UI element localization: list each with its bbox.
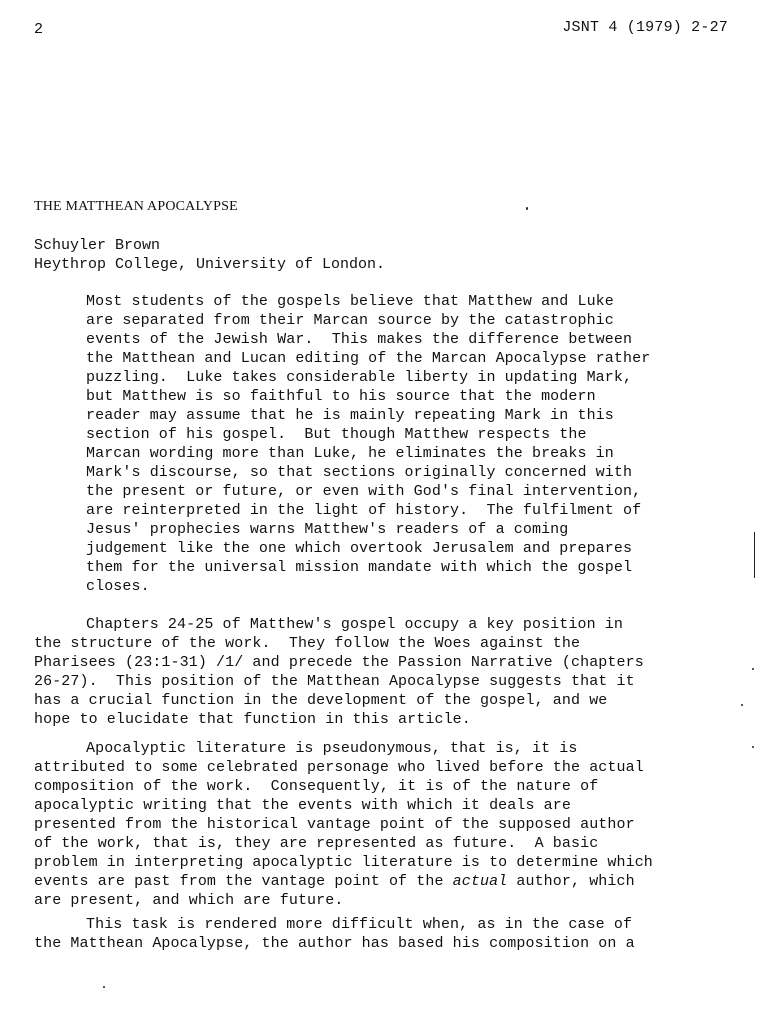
- text-line: Most students of the gospels believe that Matthew and Luke: [86, 293, 614, 310]
- text-line: Marcan wording more than Luke, he eliminates the breaks in: [86, 445, 614, 462]
- text-line: closes.: [86, 578, 150, 595]
- text-line: apocalyptic writing that the events with which it deals are: [34, 797, 571, 814]
- text-line: [34, 872, 635, 891]
- text-line: This task is rendered more difficult when, as in the case of: [86, 916, 633, 933]
- text-segment: author, which: [507, 873, 635, 890]
- text-line: the present or future, or even with God's final intervention,: [86, 483, 642, 500]
- text-line: judgement like the one which overtook Jerusalem and prepares: [86, 540, 633, 557]
- page-number: 2: [34, 21, 44, 38]
- text-line: problem in interpreting apocalyptic literature is to determine which: [34, 854, 653, 871]
- running-head: JSNT 4 (1979) 2-27: [562, 19, 728, 36]
- text-line: but Matthew is so faithful to his source that the modern: [86, 388, 596, 405]
- text-line: the Matthean and Lucan editing of the Marcan Apocalypse rather: [86, 350, 651, 367]
- text-line: of the work, that is, they are represented as future. A basic: [34, 835, 599, 852]
- author-affiliation: Heythrop College, University of London.: [34, 256, 386, 273]
- text-line: presented from the historical vantage point of the supposed author: [34, 816, 635, 833]
- text-line: 26-27). This position of the Matthean Apocalypse suggests that it: [34, 673, 635, 690]
- text-line: attributed to some celebrated personage who lived before the actual: [34, 759, 644, 776]
- scan-speck: [103, 986, 105, 988]
- text-line: puzzling. Luke takes considerable liberty in updating Mark,: [86, 369, 633, 386]
- text-line: Chapters 24-25 of Matthew's gospel occupy a key position in: [86, 616, 623, 633]
- text-line: section of his gospel. But though Matthew respects the: [86, 426, 587, 443]
- text-segment: events are past from the vantage point of the: [34, 873, 453, 890]
- text-line: are present, and which are future.: [34, 892, 344, 909]
- margin-line-mark: [754, 532, 755, 578]
- italic-word: actual: [452, 873, 508, 890]
- byline: [34, 236, 385, 274]
- author-name: Schuyler Brown: [34, 237, 161, 254]
- text-line: Apocalyptic literature is pseudonymous, that is, it is: [86, 740, 578, 757]
- scan-speck: [752, 668, 754, 670]
- text-line: are separated from their Marcan source by the catastrophic: [86, 312, 614, 329]
- text-line: the Matthean Apocalypse, the author has based his composition on a: [34, 935, 635, 952]
- text-line: Mark's discourse, so that sections originally concerned with: [86, 464, 633, 481]
- text-line: Pharisees (23:1-31) /1/ and precede the Passion Narrative (chapters: [34, 654, 644, 671]
- text-line: are reinterpreted in the light of history. The fulfilment of: [86, 502, 642, 519]
- text-line: the structure of the work. They follow the Woes against the: [34, 635, 581, 652]
- text-line: composition of the work. Consequently, it is of the nature of: [34, 778, 599, 795]
- text-line: them for the universal mission mandate with which the gospel: [86, 559, 633, 576]
- article-title: THE MATTHEAN APOCALYPSE: [34, 199, 238, 214]
- text-line: reader may assume that he is mainly repeating Mark in this: [86, 407, 614, 424]
- text-line: Jesus' prophecies warns Matthew's readers of a coming: [86, 521, 569, 538]
- scan-speck: [752, 746, 754, 748]
- scan-speck: [741, 704, 743, 706]
- scan-speck: [526, 207, 528, 210]
- text-line: hope to elucidate that function in this article.: [34, 711, 471, 728]
- text-line: events of the Jewish War. This makes the difference between: [86, 331, 633, 348]
- text-line: has a crucial function in the development of the gospel, and we: [34, 692, 608, 709]
